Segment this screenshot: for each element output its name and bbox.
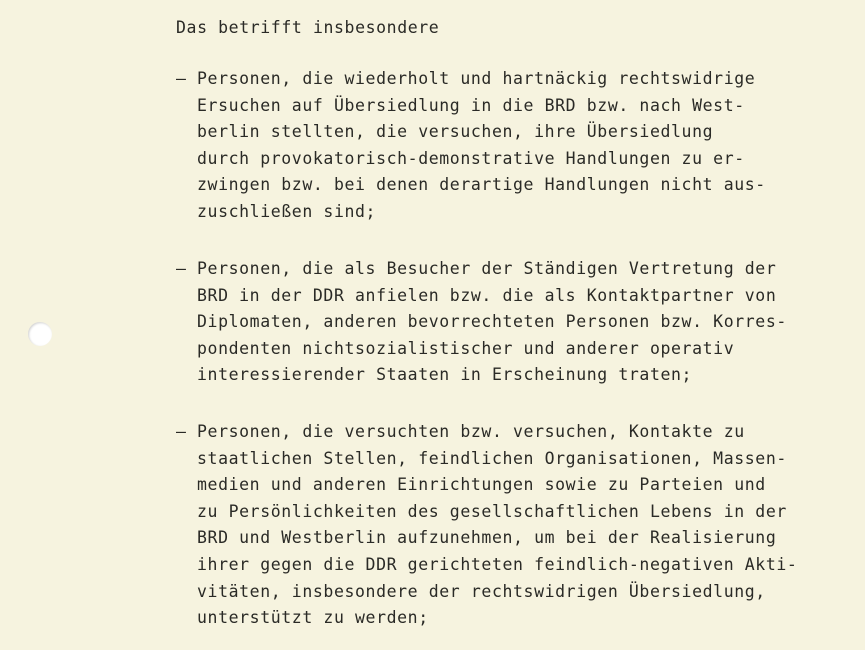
bullet-dash: – [176, 259, 187, 278]
list-item-text [197, 419, 797, 632]
text-line: staatlichen Stellen, feindlichen Organisationen, Massen- [197, 448, 787, 468]
text-line: durch provokatorisch-demonstrative Handlungen zu er- [197, 148, 745, 168]
text-line: medien und anderen Einrichtungen sowie zu Parteien und [197, 475, 766, 495]
text-line: Diplomaten, anderen bevorrechteten Personen bzw. Korres- [197, 312, 787, 332]
text-line: zu Persönlichkeiten des gesellschaftlichen Lebens in der [197, 501, 787, 521]
text-line: Personen, die wiederholt und hartnäckig rechtswidrige [197, 69, 756, 88]
text-line: pondenten nichtsozialistischer und anderer operativ [197, 338, 735, 358]
text-line: vitäten, insbesondere der rechtswidrigen Übersiedlung, [197, 581, 766, 601]
bullet-dash: – [176, 69, 187, 88]
text-line: Ersuchen auf Übersiedlung in die BRD bzw. nach West- [197, 95, 745, 115]
list-item-text [197, 66, 766, 226]
text-line: ihrer gegen die DDR gerichteten feindlich-negativen Akti- [197, 554, 798, 574]
text-line: BRD und Westberlin aufzunehmen, um bei der Realisierung [197, 528, 777, 548]
text-line: unterstützt zu werden; [197, 608, 429, 628]
text-line: zwingen bzw. bei denen derartige Handlungen nicht aus- [197, 175, 766, 195]
section-heading: Das betrifft insbesondere [176, 18, 440, 37]
bullet-dash: – [176, 422, 187, 441]
text-line: Personen, die als Besucher der Ständigen Vertretung der [197, 259, 777, 278]
list-item-text [197, 256, 787, 389]
text-line: Personen, die versuchten bzw. versuchen, Kontakte zu [197, 422, 745, 441]
text-line: zuschließen sind; [197, 201, 377, 221]
text-line: berlin stellten, die versuchen, ihre Übersiedlung [197, 122, 714, 142]
punch-hole [28, 322, 52, 346]
text-line: interessierender Staaten in Erscheinung traten; [197, 365, 693, 385]
text-line: BRD in der DDR anfielen bzw. die als Kontaktpartner von [197, 285, 777, 305]
